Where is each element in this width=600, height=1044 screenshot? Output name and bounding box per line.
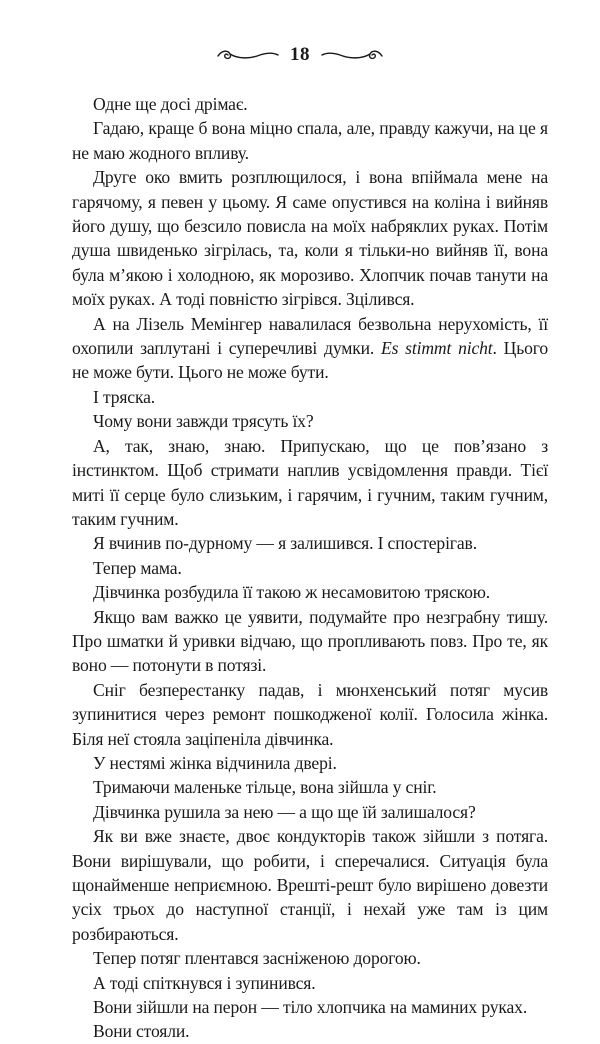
paragraph: Гадаю, краще б вона міцно спала, але, правду кажучи, на це я не маю жодного впливу. [72,118,548,163]
paragraph: Як ви вже знаєте, двоє кондукторів також зійшли з потяга. Вони вирішували, що робити, і сперечалися. Ситуація була щонайменше неприємною. Врешті-решт було вирішено довезти усіх трьох до наступної станції, і нехай уже там із цим розбираються. [72,826,548,944]
paragraph: І тряска. [93,386,155,407]
paragraph: У нестямі жінка відчинила двері. [93,752,337,773]
page-header [0,40,600,70]
paragraph: Дівчинка рушила за нею — а що ще їй залишалося? [93,801,476,822]
paragraph: Тепер потяг плентався засніженою дорогою. [93,948,421,969]
paragraph: Якщо вам важко це уявити, подумайте про незграбну тишу. Про шматки й уривки відчаю, що пропливають повз. Про те, як воно — потонути в потязі. [72,606,548,676]
paragraph: Дівчинка розбудила її такою ж несамовитою тряскою. [93,582,491,603]
flourish-left-icon [216,47,280,63]
paragraph: Вони зійшли на перон — тіло хлопчика на маминих руках. [93,997,528,1018]
flourish-right-icon [320,47,384,63]
german-phrase: Es stimmt nicht [381,338,493,359]
paragraph: Чому вони завжди трясуть їх? [93,411,314,432]
paragraph [72,312,548,385]
paragraph: Сніг безперестанку падав, і мюнхенський потяг мусив зупинитися через ремонт пошкодженої колії. Голосила жінка. Біля неї стояла заціпеніла дівчинка. [72,679,548,749]
paragraph: А, так, знаю, знаю. Припускаю, що це пов’язано з інстинктом. Щоб стримати наплив усвідомлення правди. Тієї миті її серце було слизьким, і гарячим, і гучним, таким гучним, таким гучним. [72,435,548,529]
paragraph-text: А на Лізель Мемінгер навалилася безвольна нерухомість, її охопили заплутані і суперечливі думки. [72,313,548,359]
paragraph: А тоді спіткнувся і зупинився. [93,972,316,993]
paragraph: Одне ще досі дрімає. [93,94,248,114]
body-text [72,92,548,1044]
paragraph: Я вчинив по-дурному — я залишився. І спостерігав. [93,533,477,554]
paragraph-text: . Цього не може бути. Цього не може бути. [72,338,548,383]
page-number: 18 [290,44,310,65]
paragraph: Тепер мама. [93,557,182,578]
paragraph: Друге око вмить розплющилося, і вона впіймала мене на гарячому, я певен у цьому. Я саме опустився на коліна і вийняв його душу, що безсило повисла на моїх набряклих руках. Потім душа швиденько зігрілась, та, коли я тільки-но вийняв її, вона була м’якою і холодною, як морозиво. Хлопчик почав танути на моїх руках. А тоді повністю зігрівся. Зцілився. [72,167,548,310]
paragraph: Тримаючи маленьке тільце, вона зійшла у сніг. [93,777,437,798]
paragraph: Вони стояли. [93,1021,190,1042]
